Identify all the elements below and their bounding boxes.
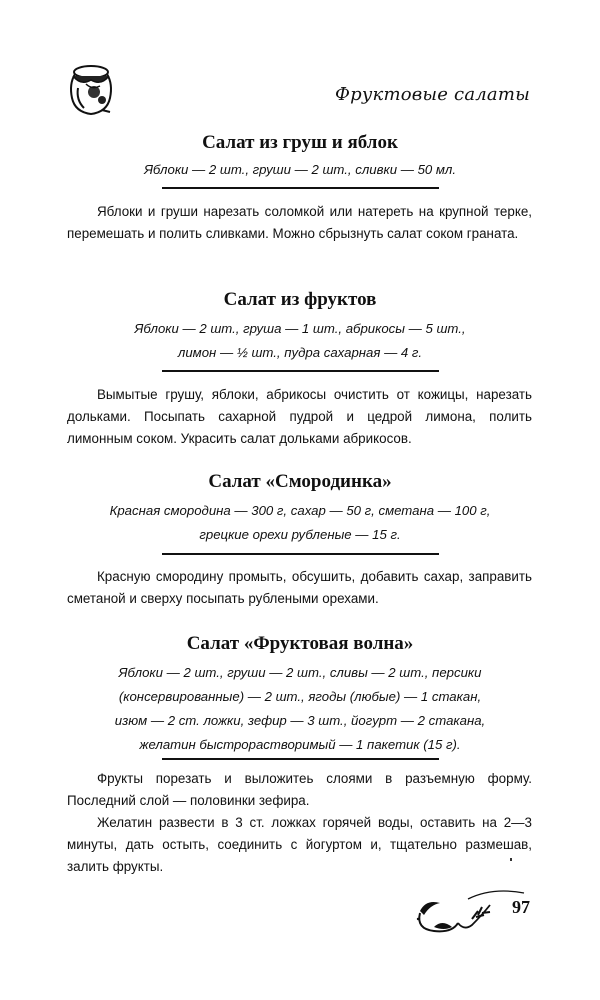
ingredients	[90, 499, 510, 547]
ingredients-line: грецкие орехи рубленые — 15 г.	[199, 527, 401, 542]
recipe-title: Салат «Фруктовая волна»	[186, 633, 414, 654]
instruction-paragraph: Яблоки и груши нарезать соломкой или натереть на крупной терке, перемешать и полить сливками. Можно сбрызнуть салат соком граната.	[67, 204, 532, 241]
page-number: 97	[512, 897, 530, 917]
ingredients-line: лимон — ½ шт., пудра сахарная — 4 г.	[177, 345, 423, 360]
instruction-paragraph: Фрукты порезать и выложитеь слоями в разъемную форму. Последний слой — половинки зефира.	[67, 771, 532, 808]
recipe-title: Салат из груш и яблок	[202, 132, 398, 153]
ingredients-line: желатин быстрорастворимый — 1 пакетик (15 г).	[139, 737, 461, 752]
ingredients-line: Яблоки — 2 шт., груша — 1 шт., абрикосы — 5 шт.,	[134, 321, 466, 336]
jar-illustration-icon	[66, 62, 116, 118]
ingredients	[90, 158, 510, 182]
instructions	[67, 566, 532, 610]
instruction-paragraph: Красную смородину промыть, обсушить, добавить сахар, заправить сметаной и сверху посыпать рублеными орехами.	[67, 569, 532, 606]
separator-rule	[162, 187, 439, 189]
separator-rule	[162, 758, 439, 760]
ingredients-line: Яблоки — 2 шт., груши — 2 шт., сливки — 50 мл.	[143, 162, 457, 177]
running-head: Фруктовые салаты	[334, 84, 530, 105]
instructions	[67, 384, 532, 450]
instructions	[67, 201, 532, 245]
instruction-paragraph: Желатин развести в 3 ст. ложках горячей воды, оставить на 2—3 минуты, дать остыть, соединить с йогуртом и, тщательно размешав, залить фрукты.	[67, 815, 532, 874]
instruction-paragraph: Вымытые грушу, яблоки, абрикосы очистить от кожицы, нарезать дольками. Посыпать сахарной пудрой и цедрой лимона, полить лимонным соком. Украсить салат дольками абрикосов.	[67, 387, 532, 446]
instructions	[67, 768, 532, 878]
recipe-title: Салат из фруктов	[223, 289, 377, 310]
ingredients-line: Красная смородина — 300 г, сахар — 50 г, сметана — 100 г,	[109, 503, 491, 518]
ingredients-line: (консервированные) — 2 шт., ягоды (любые) — 1 стакан,	[118, 689, 482, 704]
ingredients-line: Яблоки — 2 шт., груши — 2 шт., сливы — 2 шт., персики	[118, 665, 482, 680]
separator-rule	[162, 553, 439, 555]
ingredients	[90, 661, 510, 757]
recipe-title: Салат «Смородинка»	[208, 471, 392, 492]
print-speck	[510, 858, 512, 861]
ingredients-line: изюм — 2 ст. ложки, зефир — 3 шт., йогурт — 2 стакана,	[114, 713, 486, 728]
ingredients	[90, 317, 510, 365]
separator-rule	[162, 370, 439, 372]
